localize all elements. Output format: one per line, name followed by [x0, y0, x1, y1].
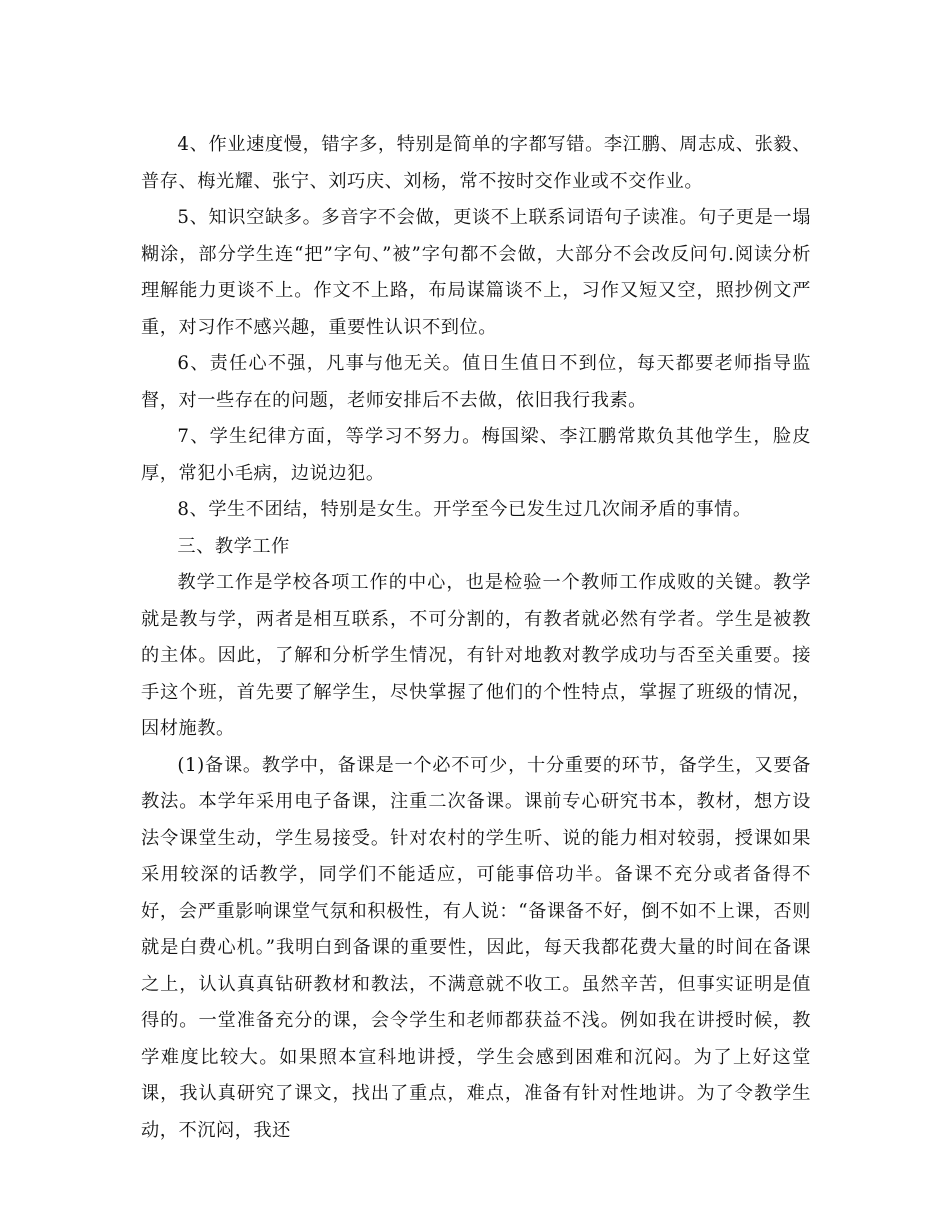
- paragraph-item-5: 5、知识空缺多。多音字不会做，更谈不上联系词语句子读准。句子更是一塌糊涂，部分学生连“把”字句、”被”字句都不会做，大部分不会改反问句.阅读分析理解能力更谈不上。作文不上路，布局谋篇谈不上，习作又短又空，照抄例文严重，对习作不感兴趣，重要性认识不到位。: [141, 207, 811, 338]
- paragraph-lesson-preparation: (1)备课。教学中，备课是一个必不可少，十分重要的环节，备学生，又要备教法。本学年采用电子备课，注重二次备课。课前专心研究书本，教材，想方设法令课堂生动，学生易接受。针对农村的学生听、说的能力相对较弱，授课如果采用较深的话教学，同学们不能适应，可能事倍功半。备课不充分或者备得不好，会严重影响课堂气氛和积极性，有人说：“备课备不好，倒不如不上课，否则就是白费心机。”我明白到备课的重要性，因此，每天我都花费大量的时间在备课之上，认认真真钻研教材和教法，不满意就不收工。虽然辛苦，但事实证明是值得的。一堂准备充分的课，会令学生和老师都获益不浅。例如我在讲授时候，教学难度比较大。如果照本宣科地讲授，学生会感到困难和沉闷。为了上好这堂课，我认真研究了课文，找出了重点，难点，准备有针对性地讲。为了令教学生动，不沉闷，我还: [141, 754, 811, 1141]
- paragraph-item-4: 4、作业速度慢，错字多，特别是简单的字都写错。李江鹏、周志成、张毅、普存、梅光耀、张宁、刘巧庆、刘杨，常不按时交作业或不交作业。: [141, 134, 811, 192]
- paragraph-teaching-intro: 教学工作是学校各项工作的中心，也是检验一个教师工作成败的关键。教学就是教与学，两者是相互联系，不可分割的，有教者就必然有学者。学生是被教的主体。因此，了解和分析学生情况，有针对地教对教学成功与否至关重要。接手这个班，首先要了解学生，尽快掌握了他们的个性特点，掌握了班级的情况，因材施教。: [141, 572, 811, 739]
- document-body: [141, 127, 811, 1149]
- paragraph-item-8: 8、学生不团结，特别是女生。开学至今已发生过几次闹矛盾的事情。: [177, 499, 752, 520]
- paragraph-item-6: 6、责任心不强，凡事与他无关。值日生值日不到位，每天都要老师指导监督，对一些存在的问题，老师安排后不去做，依旧我行我素。: [141, 353, 811, 411]
- section-heading-teaching-work: 三、教学工作: [177, 535, 290, 557]
- paragraph-item-7: 7、学生纪律方面，等学习不努力。梅国梁、李江鹏常欺负其他学生，脸皮厚，常犯小毛病，边说边犯。: [141, 426, 811, 484]
